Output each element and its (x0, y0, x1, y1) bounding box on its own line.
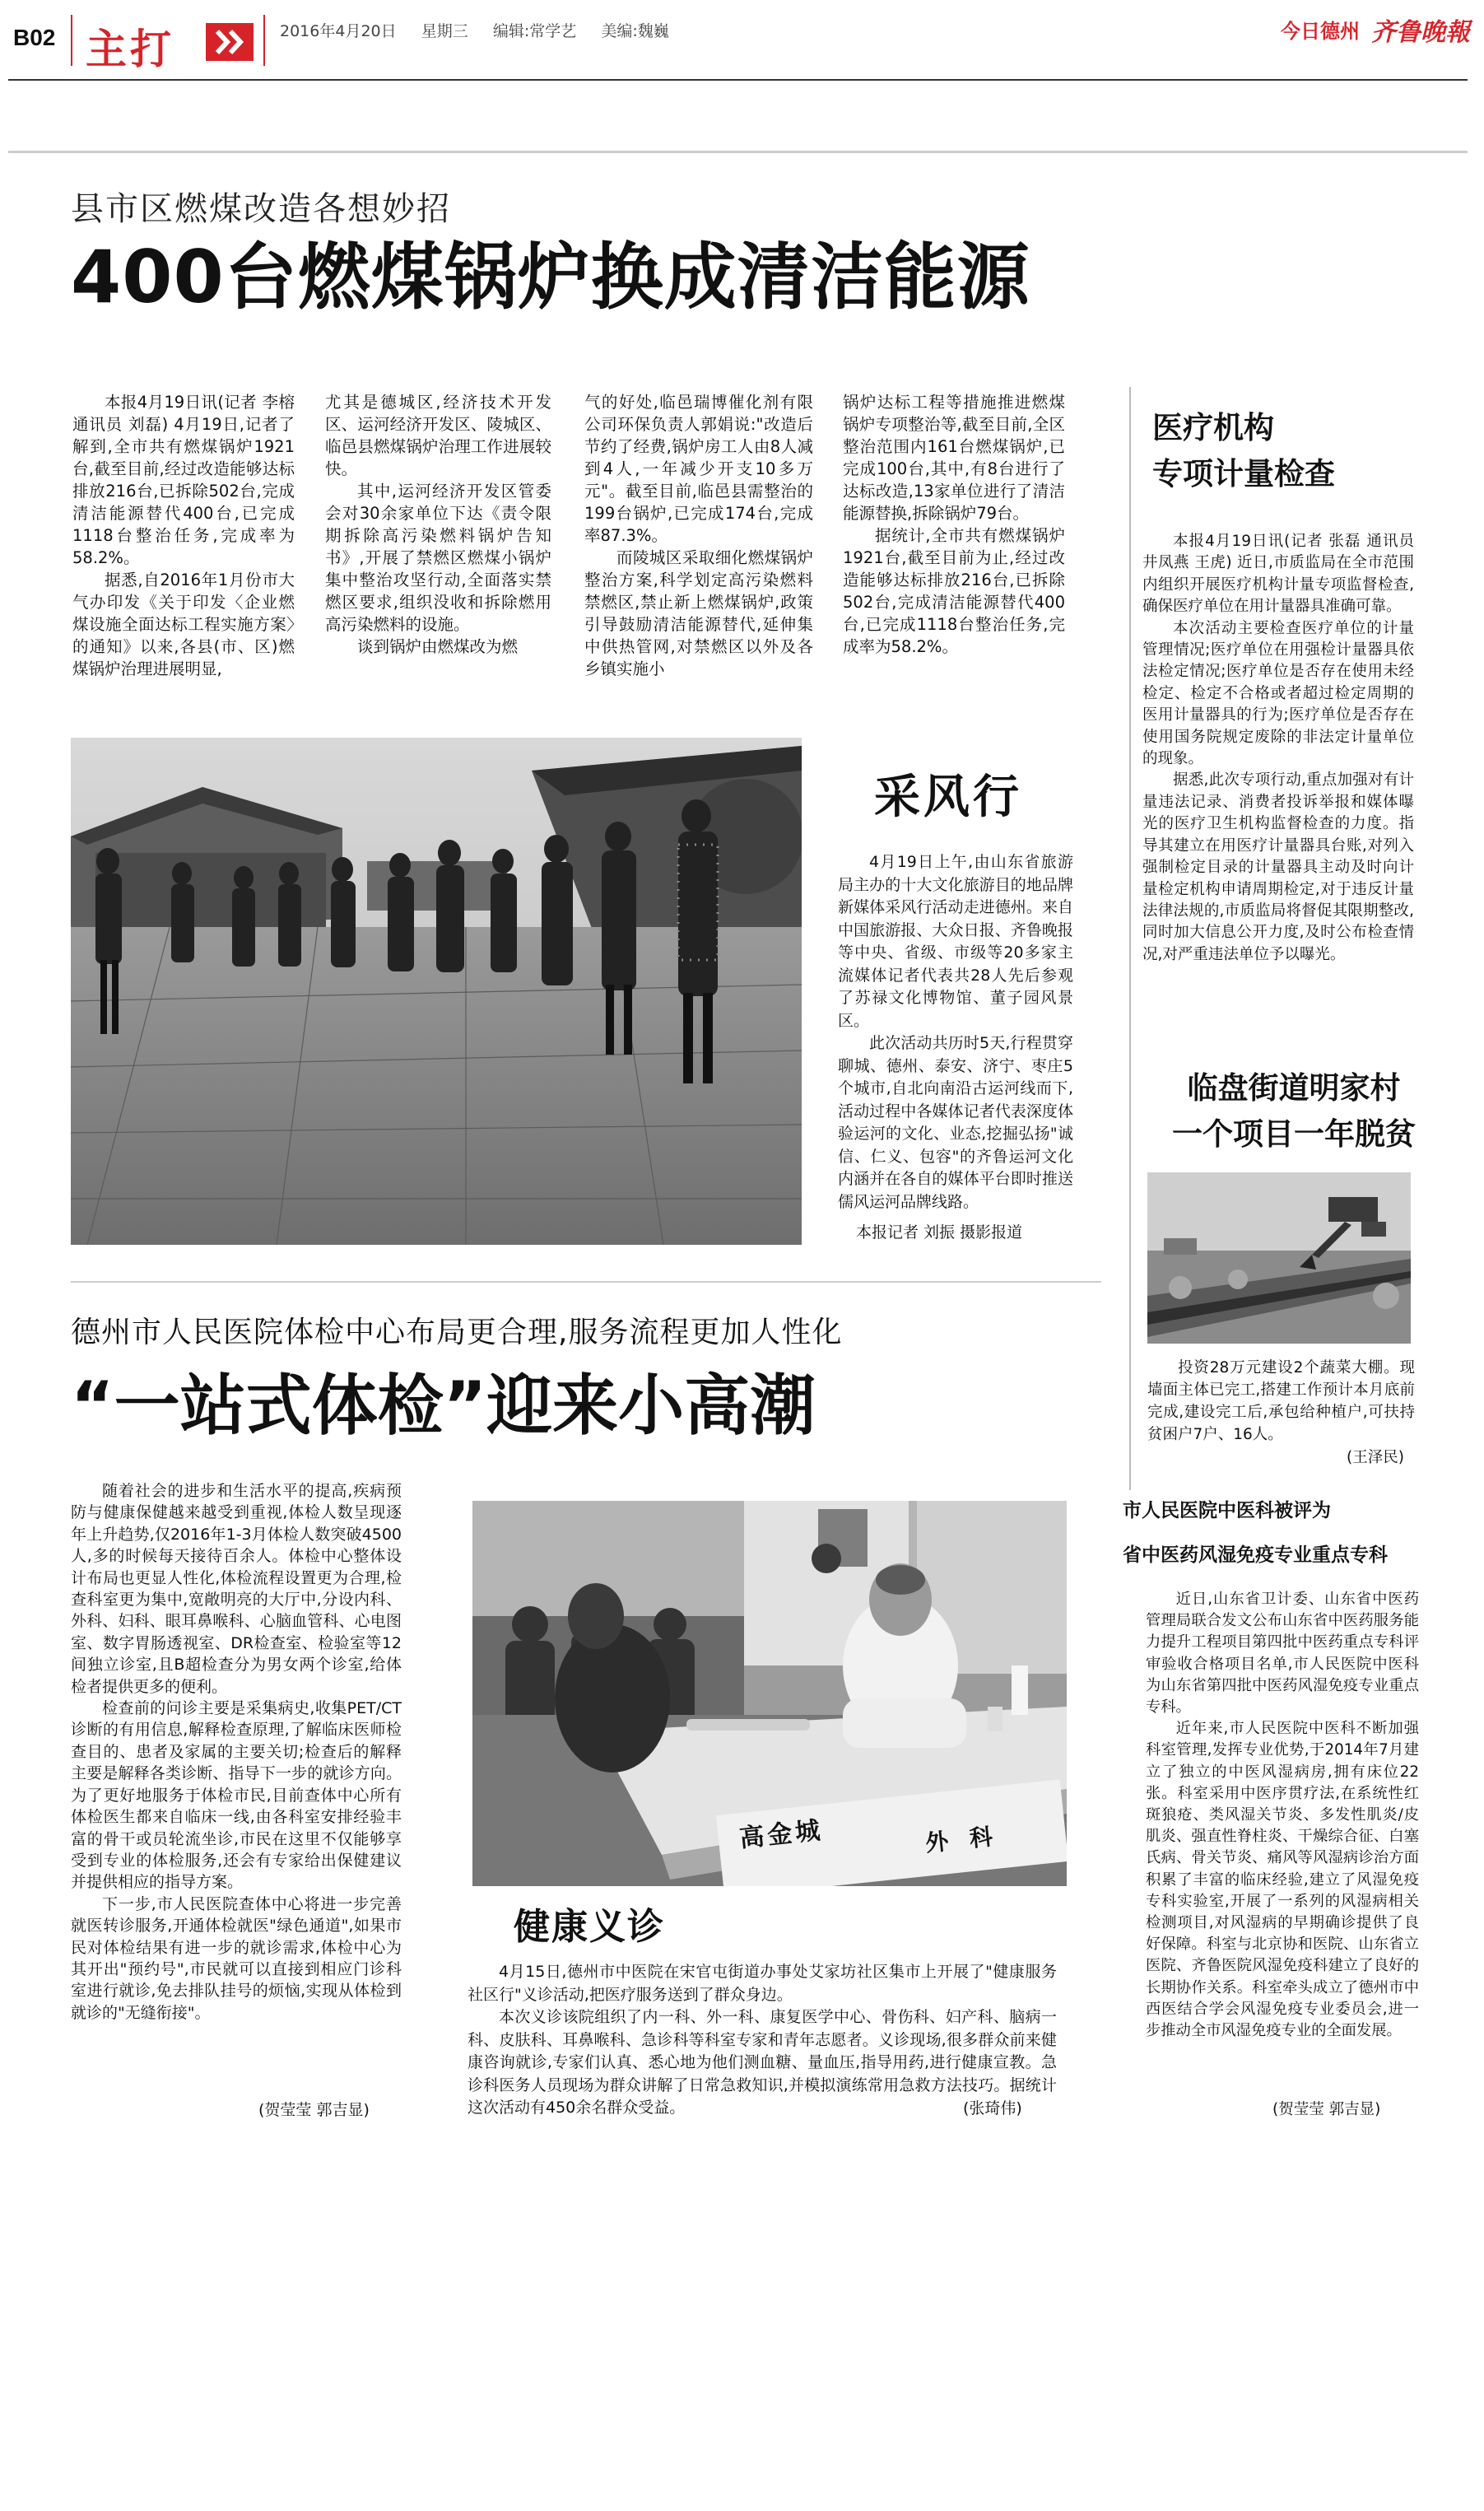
story2-headline-line2: 专项计量检查 (1152, 456, 1335, 491)
story1-col2-p3: 谈到锅炉由燃煤改为燃 (357, 637, 519, 656)
jiankang-credit: (张琦伟) (963, 2099, 1022, 2117)
story3-headline (1146, 1065, 1442, 1158)
story5-headline (1123, 1488, 1456, 1577)
header-meta (280, 19, 669, 41)
photo-sign-dept: 外 科 (923, 1822, 1001, 1857)
story2-p1: 本报4月19日讯(记者 张磊 通讯员 井凤燕 王虎) 近日,市质监局在全市范围内组织开展医疗机构计量专项监督检查,确保医疗单位在用计量器具准确可靠。 (1142, 533, 1414, 616)
story5-p1: 近日,山东省卫计委、山东省中医药管理局联合发文公布山东省中医药服务能力提升工程项目第四批中医药重点专科评审验收合格项目名单,市人民医院中医科为山东省第四批中医药风湿免疫专业重点专科。 (1146, 1591, 1419, 1717)
story1-col4-p1: 锅炉达标工程等措施推进燃煤锅炉专项整治等,截至目前,全区整治范围内161台燃煤锅炉,已完成100台,其中,有8台进行了达标改造,13家单位进行了清洁能源替换,拆除锅炉79台。 (843, 393, 1065, 523)
story1-kicker: 县市区燃煤改造各想妙招 (71, 190, 451, 228)
story1-col4 (843, 391, 1065, 658)
story4-top-rule (71, 1281, 1101, 1283)
story4-kicker: 德州市人民医院体检中心布局更合理,服务流程更加人性化 (71, 1316, 843, 1349)
story4-p3: 下一步,市人民医院查体中心将进一步完善就医转诊服务,开通体检就医"绿色通道",如果市民对体检结果有进一步的就诊需求,体检中心为其开出"预约号",市民就可以直接到相应门诊科室进行就诊,免去排队挂号的烦恼,实现从体检到就诊的"无缝衔接"。 (71, 1894, 402, 2022)
story5-credit: (贺莹莹 郭吉显) (1272, 2101, 1381, 2118)
header-divider-2 (263, 15, 265, 66)
caifeng-photo (71, 738, 802, 1245)
jiankang-p2: 本次义诊该院组织了内一科、外一科、康复医学中心、骨伤科、妇产科、脑病一科、皮肤科、耳鼻喉科、急诊科等科室专家和青年志愿者。义诊现场,很多群众前来健康咨询就诊,专家们认真、悉心地为他们测血糖、量血压,指导用药,进行健康宣教。急诊科医务人员现场为群众讲解了日常急救知识,并模拟演练常用急救方法技巧。据统计这次活动有450余名群众受益。 (468, 2008, 1057, 2117)
section-title: 主打 (86, 26, 174, 73)
header-divider-1 (71, 15, 72, 66)
header-rule-thin (8, 151, 1468, 153)
story2-body (1142, 531, 1414, 966)
story2-p2: 本次活动主要检查医疗单位的计量管理情况;医疗单位在用强检计量器具依法检定情况;医疗单位是否存在使用未经检定、检定不合格或者超过检定周期的医用计量器具的行为;医疗单位是否存在使用国务院规定废除的非法定计量单位的现象。 (1142, 619, 1414, 768)
paper-logo: 齐鲁晚報 (1371, 18, 1470, 47)
jiankang-p1: 4月15日,德州市中医院在宋官屯街道办事处艾家坊社区集市上开展了"健康服务社区行"义诊活动,把医疗服务送到了群众身边。 (468, 1963, 1057, 2004)
caifeng-p2: 此次活动共历时5天,行程贯穿聊城、德州、泰安、济宁、枣庄5个城市,自北向南沿古运河线而下,活动过程中各媒体记者代表深度体验运河的文化、业态,挖掘弘扬"诚信、仁义、包容"的齐鲁运河文化内涵并在各自的媒体平台即时推送儒风运河品牌线路。 (838, 1034, 1073, 1211)
issue-date: 2016年4月20日 (280, 22, 397, 40)
story1-col1 (72, 391, 295, 680)
designer-credit: 美编:魏巍 (601, 22, 669, 40)
story5-body (1146, 1589, 1419, 2042)
section-arrow-icon (206, 23, 254, 61)
story1-col3-p2: 而陵城区采取细化燃煤锅炉整治方案,科学划定高污染燃料禁燃区,禁止新上燃煤锅炉,政策引导鼓励清洁能源替代,延伸集中供热管网,对禁燃区以外及各乡镇实施小 (584, 548, 813, 678)
story3-caption (1147, 1357, 1415, 1446)
right-column-rule (1129, 387, 1131, 1490)
photo-sign-name: 高金城 (737, 1815, 825, 1854)
story4-body (71, 1480, 402, 2024)
story3-photo (1147, 1172, 1411, 1344)
story5-headline-line1: 市人民医院中医科被评为 (1123, 1500, 1331, 1521)
story4-p1: 随着社会的进步和生活水平的提高,疾病预防与健康保健越来越受到重视,体检人数呈现逐年上升趋势,仅2016年1-3月体检人数突破4500人,多的时候每天接待百余人。体检中心整体设计布局也更显人性化,体检流程设置更为合理,检查科室更为集中,宽敞明亮的大厅中,分设内科、外科、妇科、眼耳鼻喉科、心脑血管科、心电图室、数字胃肠透视室、DR检查室、检验室等12间独立诊室,且B超检查分为男女两个诊室,给体检者提供更多的便利。 (71, 1482, 402, 1696)
editor-credit: 编辑:常学艺 (492, 22, 577, 40)
story1-col4-p2: 据统计,全市共有燃煤锅炉1921台,截至目前为止,经过改造能够达标排放216台,已拆除502台,完成清洁能源替代400台,已完成1118台整治任务,完成率为58.2%。 (843, 526, 1065, 656)
column-name: 今日德州 (1281, 20, 1360, 43)
story3-credit: (王泽民) (1347, 1449, 1404, 1466)
story1-col2-p2: 其中,运河经济开发区管委会对30余家单位下达《责令限期拆除高污染燃料锅炉告知书》,开展了禁燃区燃煤小锅炉集中整治攻坚行动,全面落实禁燃区要求,组织没收和拆除燃用高污染燃料的设施。 (325, 482, 551, 634)
story4-p2: 检查前的问诊主要是采集病史,收集PET/CT诊断的有用信息,解释检查原理,了解临床医师检查目的、患者及家属的主要关切;检查后的解释主要是解释各类诊断、指导下一步的就诊方向。为了更好地服务于体检市民,目前查体中心所有体检医生都来自临床一线,由各科室安排经验丰富的骨干或员轮流坐诊,市民在这里不仅能够享受到专业的体检服务,还会有专家给出保健建议并提供相应的指导方案。 (71, 1699, 402, 1892)
caifeng-p1: 4月19日上午,由山东省旅游局主办的十大文化旅游目的地品牌新媒体采风行活动走进德州。来自中国旅游报、大众日报、齐鲁晚报等中央、省级、市级等20多家主流媒体记者代表共28人先后参观了苏禄文化博物馆、董子园风景区。 (838, 853, 1073, 1030)
issue-weekday: 星期三 (421, 22, 468, 40)
story4-headline: “一站式体检”迎来小高潮 (71, 1367, 816, 1444)
jiankang-photo (472, 1501, 1067, 1886)
story1-col2-p1: 尤其是德城区,经济技术开发区、运河经济开发区、陵城区、临邑县燃煤锅炉治理工作进展较快。 (325, 393, 551, 478)
story2-headline (1152, 405, 1335, 497)
story2-headline-line1: 医疗机构 (1152, 410, 1274, 445)
story3-caption-text: 投资28万元建设2个蔬菜大棚。现墙面主体已完工,搭建工作预计本月底前完成,建设完工后,承包给种植户,可扶持贫困户7户、16人。 (1147, 1359, 1415, 1443)
story1-col1-p1: 本报4月19日讯(记者 李榕 通讯员 刘磊) 4月19日,记者了解到,全市共有燃煤锅炉1921台,截至目前,经过改造能够达标排放216台,已拆除502台,完成清洁能源替代400台,已完成1118台整治任务,完成率为58.2%。 (72, 393, 295, 567)
caifeng-body (838, 851, 1073, 1214)
caifeng-title: 采风行 (874, 771, 1022, 824)
story1-col3 (584, 391, 813, 680)
story1-headline: 400台燃煤锅炉换成清洁能源 (71, 235, 1030, 319)
story3-headline-line1: 临盘街道明家村 (1187, 1070, 1401, 1106)
story1-col2 (325, 391, 551, 658)
page-code: B02 (13, 25, 56, 50)
header-rule (8, 79, 1468, 81)
story5-p2: 近年来,市人民医院中医科不断加强科室管理,发挥专业优势,于2014年7月建立了独立的中医风湿病房,拥有床位22张。科室采用中医序贯疗法,在系统性红斑狼疮、类风湿关节炎、多发性肌炎/皮肌炎、强直性脊柱炎、干燥综合征、白塞氏病、骨关节炎、痛风等风湿病诊治方面积累了丰富的临床经验,建立了风湿免疫专科实验室,开展了一系列的风湿病相关检测项目,对风湿病的早期确诊提供了良好保障。科室与北京协和医院、山东省立医院、齐鲁医院风湿免疫科建立了良好的长期协作关系。科室牵头成立了德州市中西医结合学会风湿免疫专业委员会,进一步推动全市风湿免疫专业的全面发展。 (1146, 1720, 1419, 2040)
story1-col3-p1: 气的好处,临邑瑞博催化剂有限公司环保负责人郭娟说:"改造后节约了经费,锅炉房工人由8人减到4人,一年减少开支10多万元"。截至目前,临邑县需整治的199台锅炉,已完成174台,完成率87.3%。 (584, 393, 813, 545)
story5-headline-line2: 省中医药风湿免疫专业重点专科 (1123, 1544, 1388, 1566)
story4-credit: (贺莹莹 郭吉显) (258, 2101, 370, 2119)
story2-p3: 据悉,此次专项行动,重点加强对有计量违法记录、消费者投诉举报和媒体曝光的医疗卫生机构监督检查的力度。指导其建立在用医疗计量器具台账,对列入强制检定目录的计量器具主动及时向计量检定机构申请周期检定,对于违反计量法律法规的,市质监局将督促其限期整改,同时加大信息公开力度,及时公布检查情况,对严重违法单位予以曝光。 (1142, 771, 1414, 963)
story3-headline-line2: 一个项目一年脱贫 (1172, 1116, 1416, 1152)
caifeng-byline: 本报记者 刘振 摄影报道 (856, 1223, 1023, 1242)
story1-col1-p2: 据悉,自2016年1月份市大气办印发《关于印发〈企业燃煤设施全面达标工程实施方案〉的通知》以来,各县(市、区)燃煤锅炉治理进展明显, (72, 571, 295, 678)
jiankang-title: 健康义诊 (514, 1906, 665, 1948)
